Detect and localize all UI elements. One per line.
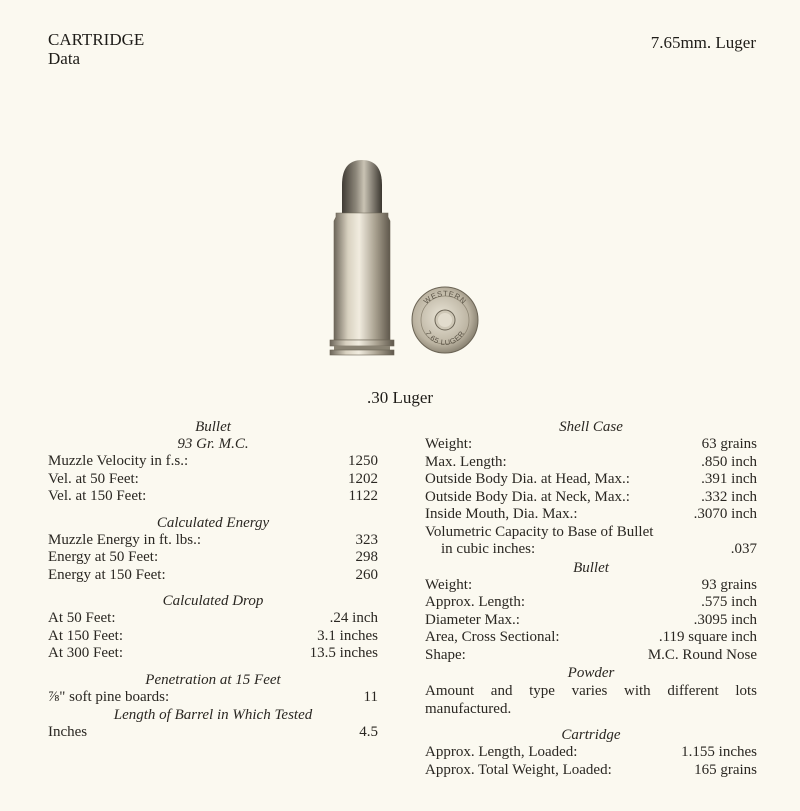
powder-text: Amount and type varies with different lots manufactured. [425, 683, 757, 717]
section-title: CARTRIDGE [48, 30, 145, 49]
row-label: Inches [48, 724, 88, 740]
row-label: Muzzle Energy in ft. lbs.: [48, 531, 202, 548]
cartridge-caption: .30 Luger [366, 388, 434, 407]
row-label: Diameter Max.: [425, 611, 520, 628]
data-row [425, 762, 757, 780]
row-value: .391 inch [701, 471, 757, 487]
row-value: 1250 [348, 453, 378, 469]
row-label: Weight: [425, 436, 473, 452]
data-row [48, 549, 378, 567]
data-row [425, 577, 757, 595]
row-label: Approx. Length: [425, 594, 525, 610]
section-subtitle: Data [48, 49, 81, 68]
shell-case-heading: Shell Case [559, 419, 623, 435]
row-label: Energy at 150 Feet: [48, 566, 166, 583]
data-row [425, 454, 757, 472]
row-value: 11 [363, 688, 378, 705]
row-value: M.C. Round Nose [647, 646, 757, 663]
data-row [425, 436, 757, 454]
energy-heading: Calculated Energy [156, 514, 270, 531]
row-value: 1122 [348, 488, 378, 504]
powder-heading: Powder [567, 665, 615, 681]
row-value: 1202 [348, 470, 378, 487]
headstamp-bottom: 7.65 LUGER [423, 328, 467, 348]
data-row [425, 471, 757, 489]
row-label: Inside Mouth, Dia. Max.: [425, 506, 578, 522]
cartridge-side-view [330, 160, 394, 355]
right-column [425, 418, 757, 779]
row-label: ⅞" soft pine boards: [48, 688, 170, 705]
row-value: 165 grains [694, 761, 757, 778]
row-label: Vel. at 150 Feet: [48, 488, 147, 504]
data-row [425, 489, 757, 507]
row-value: .119 square inch [658, 629, 757, 645]
data-row [425, 506, 757, 524]
row-value: 1.155 inches [681, 744, 757, 760]
bullet-heading: Bullet [195, 419, 231, 435]
row-value: 93 grains [701, 576, 757, 593]
caliber-title: 7.65mm. Luger [650, 33, 756, 52]
row-label: Muzzle Velocity in f.s.: [48, 453, 189, 469]
left-column [48, 418, 378, 742]
row-value: .575 inch [701, 594, 757, 610]
cartridge-heading: Cartridge [561, 727, 621, 743]
capacity-label-row [425, 524, 757, 542]
row-label: Shape: [425, 646, 466, 663]
row-label: Outside Body Dia. at Neck, Max.: [425, 488, 630, 505]
row-value: 3.1 inches [317, 627, 378, 644]
cartridge-head-view [412, 287, 478, 353]
row-label: Vel. at 50 Feet: [48, 470, 139, 487]
row-value: .3095 inch [693, 611, 757, 628]
data-row [48, 453, 378, 471]
row-value: 298 [355, 549, 378, 565]
data-row [48, 628, 378, 646]
row-value: .037 [730, 541, 757, 557]
headstamp-top: WESTERN [421, 288, 469, 306]
row-value: .3070 inch [693, 506, 757, 522]
data-row [48, 724, 378, 742]
row-value: 13.5 inches [309, 645, 378, 661]
data-row [48, 532, 378, 550]
row-value: 63 grains [701, 436, 757, 452]
row-value: .850 inch [701, 453, 757, 470]
data-row [48, 645, 378, 663]
capacity-label: Volumetric Capacity to Base of Bullet [425, 523, 654, 540]
row-value: 4.5 [359, 724, 378, 740]
row-value: 323 [355, 531, 378, 548]
row-label: Approx. Length, Loaded: [425, 744, 578, 760]
penetration-heading: Penetration at 15 Feet [145, 671, 281, 688]
row-label: in cubic inches: [441, 541, 536, 557]
row-label: Outside Body Dia. at Head, Max.: [425, 471, 630, 487]
row-label: Max. Length: [425, 453, 507, 470]
data-row [425, 594, 757, 612]
row-label: At 300 Feet: [48, 645, 123, 661]
data-row [425, 647, 757, 665]
row-label: Weight: [425, 576, 473, 593]
row-label: At 50 Feet: [48, 610, 116, 626]
bullet-subheading: 93 Gr. M.C. [177, 436, 249, 452]
row-label: Energy at 50 Feet: [48, 549, 159, 565]
data-row [48, 488, 378, 506]
data-row [425, 612, 757, 630]
data-row [425, 744, 757, 762]
data-row [48, 610, 378, 628]
row-label: Area, Cross Sectional: [425, 629, 560, 645]
header-left [48, 30, 144, 68]
cartridge-photo [320, 155, 490, 360]
data-row [48, 567, 378, 585]
drop-heading: Calculated Drop [162, 593, 264, 609]
data-row [48, 689, 378, 707]
data-row [425, 629, 757, 647]
row-value: .332 inch [701, 488, 757, 505]
bullet-specs-heading: Bullet [573, 559, 609, 576]
barrel-heading: Length of Barrel in Which Tested [113, 707, 313, 723]
row-label: Approx. Total Weight, Loaded: [425, 761, 612, 778]
row-value: 260 [355, 566, 378, 583]
row-value: .24 inch [329, 610, 378, 626]
data-row [425, 541, 757, 559]
row-label: At 150 Feet: [48, 627, 123, 644]
data-row [48, 471, 378, 489]
